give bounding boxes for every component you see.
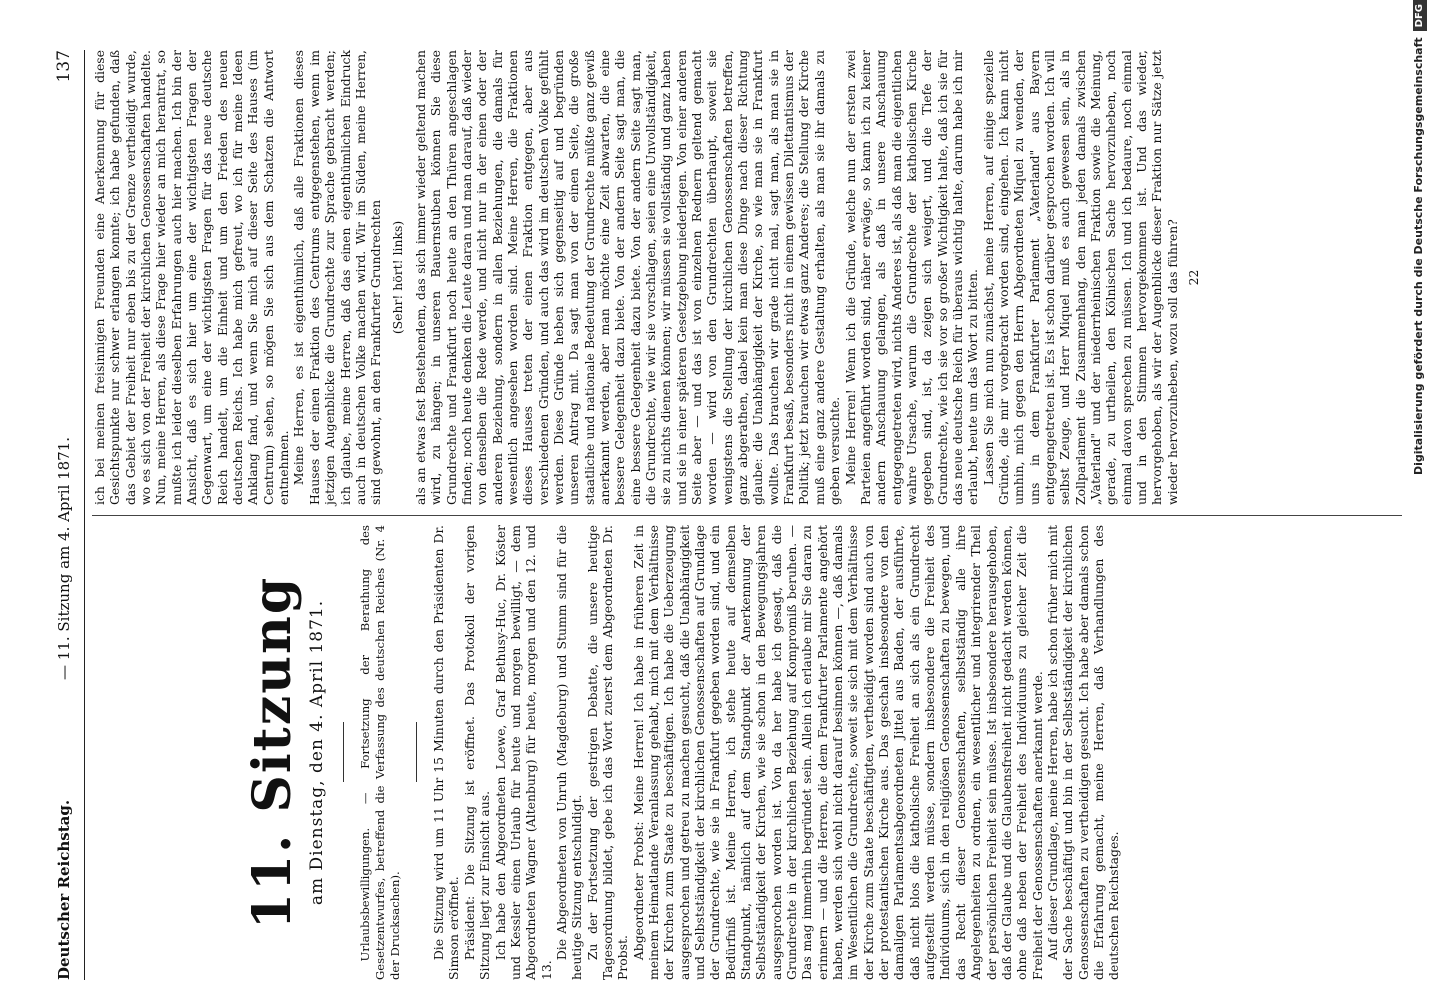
paragraph: als an etwas fest Bestehendem, das sich immer wieder geltend machen wird, zu hängen; in unseren Bauernstuben können Sie diese Grundrechte und Frankfurt noch heute an den Thüren angeschlagen finden; noch heute denken die Leute daran und man darauf, daß wieder von denselben die Rede werde, und nicht nur in der einen oder der anderen Beziehung, sondern in allen Beziehungen, die damals für wesentlich angesehen worden sind. Meine Herren, die Fraktionen dieses Hauses treten der einen Fraktion entgegen, aber aus verschiedenen Gründen, und auch das wird im deutschen Volke gefühlt werden. Diese Gründe heben sich gegenseitig auf und begründen unseren Antrag mit. Da sagt man von der einen Seite, die große staatliche und nationale Bedeutung der Grundrechte müßte ganz gewiß anerkannt werden, aber man möchte eine Zeit abwarten, die eine bessere Gelegenheit dazu biete. Von der andern Seite sagt man, die eine bessere Gelegenheit dazu biete. Von der andern Seite sagt man, die Grundrechte, wie wir sie vorschlagen, seien eine Unvollständigkeit, sie zu nichts dienen können; wir müssen sie vollständig und ganz haben und sie in einer späteren Gesetzgebung niederlegen. Von einer anderen Seite aber — und das ist von einzelnen Rednern geltend gemacht worden — wird von den Grundrechten überhaupt, soweit sie wenigstens die Stellung der kirchlichen Genossenschaften betreffen, ganz abgerathen, dabei kein man diese Dinge nach dieser Richtung glaube: die Unabhängigkeit der Kirche, so wie man sie in Frankfurt wollte. Das brauchen wir grade nicht mal, sagt man, als man sie in Frankfurt besaß, besonders nicht in einem gewissen Dilettantismus der Politik; jetzt brauchen wir etwas ganz Anderes; die Stellung der Kirche muß eine ganz andere Gestaltung erhalten, als man sie ihr damals zu geben versuchte. xyxy=(412,50,843,505)
paragraph: Ich habe den Abgeordneten Loewe, Graf Bethusy-Huc, Dr. Köster und Kessler einen Urlaub für heute und morgen bewilligt, — dem Abgeordneten Wagner (Altenburg) für heute, morgen und den 12. und 13. xyxy=(492,525,554,980)
column-divider xyxy=(92,515,1402,516)
opening-text: Die Sitzung wird um 11 Uhr 15 Minuten durch den Präsidenten Dr. Simson eröffnet. xyxy=(431,525,462,980)
digitization-credit-strip xyxy=(1406,0,1432,1000)
session-date: am Dienstag, den 4. April 1871. xyxy=(307,599,327,906)
paragraph: Meine Herren! Wenn ich die Gründe, welche nun der ersten zwei Parteien angeführt worden sind, näher erwäge, so kann ich zu keiner andern Anschauung gelangen, als daß in unsere Anschauung entgegengetreten wird, nichts Anderes ist, als daß man die eigentlichen wahre Ursache, warum die Grundrechte der katholischen Kirche gegeben sind, ist, da zeigen sich weigert, und die Tiefe der Grundrechte, wie ich sie vor so großer Wichtigkeit halte, daß ich sie für das neue deutsche Reich für überaus wichtig halte, darum habe ich mir erlaubt, heute um das Wort zu bitten. xyxy=(842,50,981,505)
paragraph: Meine Herren, es ist eigenthümlich, daß alle Fraktionen dieses Hauses der einen Fraktion des Centrums entgegenstehen, wenn im jetzigen Augenblicke die Grundrechte zur Sprache gebracht werden; ich glaube, meine Herren, daß das einen eigenthümlichen Eindruck auch in deutschen Volke machen wird. Wir im Süden, meine Herren, sind gewohnt, an den Frankfurter Grundrechten xyxy=(291,50,384,505)
paragraph: Auf dieser Grundlage, meine Herren, habe ich schon früher mich mit der Sache beschäftigt und bin in der Selbstständigkeit der kirchlichen Genossenschaften zu vertheidigen gesucht. Ich habe aber damals schon die Erfahrung gemacht, meine Herren, daß Verhandlungen des deutschen Reichstages. xyxy=(1044,525,1122,980)
paragraph: Präsident: Die Sitzung ist eröffnet. Das Protokoll der vorigen Sitzung liegt zur Einsicht aus. xyxy=(461,525,493,980)
left-column xyxy=(92,525,1412,980)
paragraph: Lassen Sie mich nun zunächst, meine Herren, auf einige spezielle Gründe, die mir vorgebracht worden sind, eingehen. Ich kann nicht umhin, mich gegen den Herrn Abgeordneten Miquel zu wenden, der uns in dem Frankfurter Parlament „Vaterland" aus Bayern entgegengetreten ist. Es ist schon darüber gesprochen worden. Ich will selbst Zeuge, und Herr Miquel muß es auch gewesen sein, als in Zollparlament die Zusammenhang, den man jeden damals zwischen „Vaterland" und der niederrheinischen Fraktion sowie die Meinung, gerade, zu urtheilen, den Kölnischen Sache hervorzuheben, noch einmal davon sprechen zu müssen. Ich und ich bedaure, noch einmal und in den Stimmen hervorgekommen ist. Und das wieder, hervorgehoben, als wir der Augenblicke dieser Fraktion nur Sätze jetzt wieder hervorzuheben, wozu soll das führen? xyxy=(980,50,1180,505)
interjection: (Sehr! hört! links) xyxy=(389,220,405,335)
dfg-logo: DFG xyxy=(1413,0,1427,31)
header-session: — 11. Sitzung am 4. April 1871. xyxy=(55,436,73,680)
agenda-rule xyxy=(416,723,417,783)
paragraph: Abgeordneter Probst: Meine Herren! Ich habe in früheren Zeit in meinem Heimatlande Veranlassung gehabt, mich mit dem Verhältnisse der Kirchen zum Staate zu beschäftigen. Ich habe die Ueberzeugung ausgesprochen und getreu zu machen gesucht, daß die Unabhängigkeit und Selbstständigkeit der kirchlichen Genossenschaften auf Grundlage der Grundrechte, wie sie in Frankfurt gegeben worden sind, und ein Bedürfniß ist. Meine Herren, ich stehe heute auf demselben Standpunkt, nämlich auf dem Standpunkt der Anerkennung der Selbstständigkeit der Kirchen, wie sie schon in den Bewegungsjahren ausgesprochen worden ist. Von da her habe ich gesagt, daß die Grundrechte in der kirchlichen Beziehung auf Kompromiß beruhen. — Das mag immerhin begründet sein. Allein ich erlaube mir Sie daran zu erinnern — und die Herren, die dem Frankfurter Parlamente angehört haben, werden sich wohl nicht darauf besinnen können —, daß damals im Wesentlichen die Grundrechte, soweit sie sich mit dem Verhältnisse der Kirche zum Staate beschäftigten, vertheidigt worden sind auch von der protestantischen Kirche aus. Das geschah insbesondere von den damaligen Parlamentsabgeordneten Jittel aus Baden, der ausführte, daß nicht blos die katholische Freiheit an sich als ein Grundrecht aufgestellt werden müsse, sondern insbesondere die Freiheit des Individuums, sich in den religiösen Genossenschaften zu bewegen, und das Recht dieser Genossenschaften, selbstständig alle ihre Angelegenheiten zu ordnen, ein wesentlicher und integrirender Theil der persönlichen Freiheit sein müsse. Ist insbesondere herausgehoben, daß der Glaube und die Glaubensfreiheit nicht gedacht werden können, ohne daß neben der Freiheit des Individuums zu gleicher Zeit die Freiheit der Genossenschaften anerkannt werde. xyxy=(630,525,1045,980)
page-number: 137 xyxy=(54,50,74,83)
signature-mark: 22 xyxy=(1186,269,1202,286)
running-header xyxy=(50,50,78,980)
agenda-text: Urlaubsbewilligungen. — Fortsetzung der Berathung des Gesetzentwurfes, betreffend die Verfassung des deutschen Reiches (Nr. 4 der Drucksachen). xyxy=(358,525,402,980)
digitization-credit-text: Digitalisierung gefördert durch die Deutsche Forschungsgemeinschaft xyxy=(1412,37,1425,476)
paragraph: Die Abgeordneten von Unruh (Magdeburg) und Stumm sind für die heutige Sitzung entschuldigt. xyxy=(553,525,585,980)
paragraph: ich bei meinen freisinnigen Freunden eine Anerkennung für diese Gesichtspunkte nur schwer erlangen konnte; ich habe gefunden, daß das Gebiet der Freiheit nur eben bis zu der Grenze vertheidigt wurde, wo es sich von der Freiheit der kirchlichen Genossenschaften handelte. Nun, meine Herren, als diese Frage hier wieder an mich herantrat, so mußte ich leider dieselben Erfahrungen auch hier machen. Ich bin der Ansicht, daß es sich hier um eine der wichtigsten Fragen der Gegenwart, um eine der wichtigsten Fragen für das neue deutsche Reich handelt, um die Einheit und um den Frieden des neuen deutschen Reichs. Ich habe mich gefreut, wo ich für meine Ideen Anklang fand, und wenn Sie mich auf dieser Seite des Hauses (im Centrum) sehen, so mögen Sie sich aus dem Schatzen die Antwort entnehmen. xyxy=(92,50,292,505)
header-rule xyxy=(84,50,85,980)
digitization-credit xyxy=(1406,0,1432,1000)
paragraph: Zu der Fortsetzung der gestrigen Debatte, die unsere heutige Tagesordnung bildet, gebe ich das Wort zuerst dem Abgeordneten Dr. Probst. xyxy=(584,525,631,980)
header-publication: Deutscher Reichstag. xyxy=(55,799,73,980)
title-rule xyxy=(343,723,344,783)
session-title: 11. Sitzung xyxy=(242,575,303,930)
right-column xyxy=(92,50,1412,505)
